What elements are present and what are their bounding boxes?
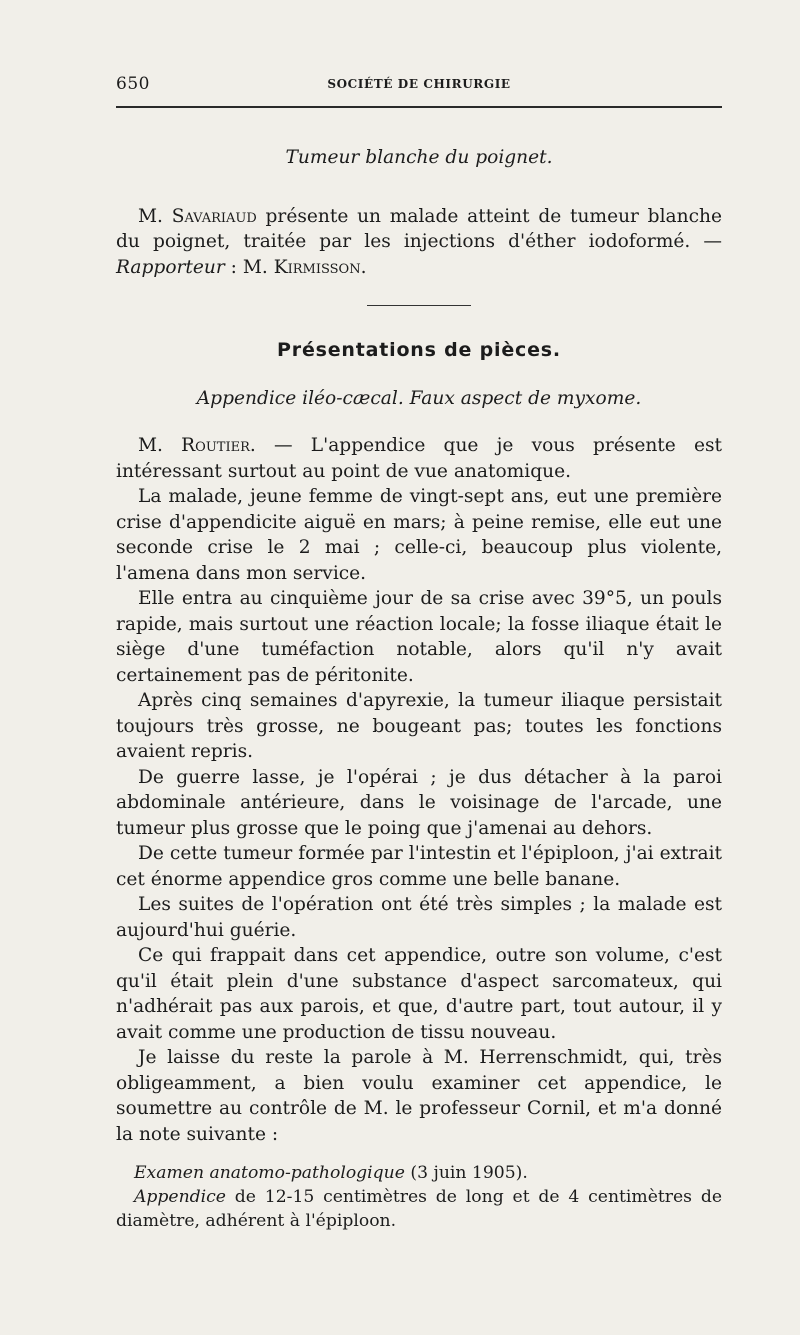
paragraph-savariaud: M. Savariaud présente un malade atteint de tumeur blanche du poignet, traitée par les injections d'éther iodoformé. — Rapporteur : M. Kirmisson. xyxy=(116,205,722,278)
page-header xyxy=(116,74,722,96)
rapporteur-label: Rapporteur xyxy=(116,256,225,278)
page-body xyxy=(116,145,722,1233)
note-examen: Examen anatomo-pathologique (3 juin 1905). xyxy=(134,1163,528,1183)
paragraph: Elle entra au cinquième jour de sa crise avec 39°5, un pouls rapide, mais surtout une réaction locale; la fosse iliaque était le siège d'une tuméfaction notable, alors qu'il n'y avait certainement pas de péritonite. xyxy=(116,588,722,686)
header-rule xyxy=(116,106,722,108)
paragraph: Après cinq semaines d'apyrexie, la tumeur iliaque persistait toujours très grosse, ne bougeant pas; toutes les fonctions avaient repris. xyxy=(116,690,722,762)
section-divider xyxy=(367,305,471,306)
paragraph: Je laisse du reste la parole à M. Herrenschmidt, qui, très obligeamment, a bien voulu examiner cet appendice, le soumettre au contrôle de M. le professeur Cornil, et m'a donné la note suivante : xyxy=(116,1047,722,1145)
author-routier: Routier xyxy=(181,435,250,456)
paragraph: Ce qui frappait dans cet appendice, outre son volume, c'est qu'il était plein d'une substance d'aspect sarcomateux, qui n'adhérait pas aux parois, et que, d'autre part, tout autour, il y avait comme une production de tissu nouveau. xyxy=(116,945,722,1043)
paragraph: De cette tumeur formée par l'intestin et l'épiploon, j'ai extrait cet énorme appendice gros comme une belle banane. xyxy=(116,843,722,890)
author-kirmisson: Kirmisson xyxy=(273,256,361,278)
paragraph: La malade, jeune femme de vingt-sept ans, eut une première crise d'appendicite aiguë en mars; à peine remise, elle eut une seconde crise le 2 mai ; celle-ci, beaucoup plus violente, l'amena dans mon service. xyxy=(116,486,722,584)
note-appendice: Appendice de 12-15 centimètres de long et de 4 centimètres de diamètre, adhérent à l'épiploon. xyxy=(116,1187,722,1231)
running-title: SOCIÉTÉ DE CHIRURGIE xyxy=(327,77,511,91)
page-number: 650 xyxy=(116,74,150,94)
pathology-notes xyxy=(116,1161,722,1233)
author-savariaud: Savariaud xyxy=(171,205,257,227)
paragraph: De guerre lasse, je l'opérai ; je dus détacher à la paroi abdominale antérieure, dans le voisinage de l'arcade, une tumeur plus grosse que le poing que j'amenai au dehors. xyxy=(116,766,722,839)
section-heading-presentations: Présentations de pièces. xyxy=(277,339,561,361)
section-title-tumeur: Tumeur blanche du poignet. xyxy=(285,147,553,168)
paragraph: Les suites de l'opération ont été très simples ; la malade est aujourd'hui guérie. xyxy=(116,894,722,941)
paragraph-routier: M. Routier. — L'appendice que je vous présente est intéressant surtout au point de vue anatomique. xyxy=(116,435,722,482)
section-subtitle-appendice: Appendice iléo-cæcal. Faux aspect de myxome. xyxy=(196,387,642,409)
